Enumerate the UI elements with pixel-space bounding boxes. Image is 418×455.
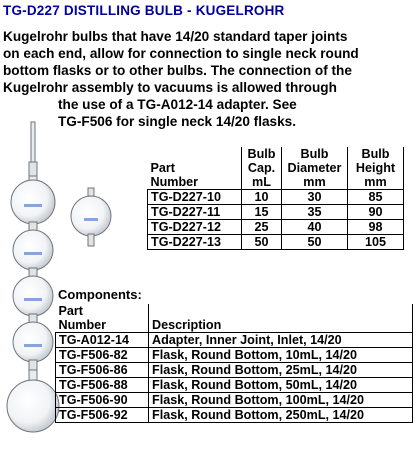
header-text: mL	[252, 175, 271, 189]
capacity-cell: 10	[242, 190, 282, 205]
header-text: Number	[58, 318, 107, 332]
table-row	[148, 235, 404, 250]
header-text: Bulb	[361, 147, 390, 161]
description-cell: Flask, Round Bottom, 100mL, 14/20	[149, 393, 413, 408]
header-text: mm	[364, 175, 387, 189]
table-header-row	[148, 147, 404, 190]
header-bulb-height	[348, 147, 404, 190]
part-number-cell: TG-D227-11	[148, 205, 242, 220]
part-number-cell: TG-D227-12	[148, 220, 242, 235]
header-text: Description	[152, 318, 222, 332]
part-number-cell: TG-D227-13	[148, 235, 242, 250]
header-text: Part	[150, 161, 175, 175]
header-text: Height	[355, 161, 396, 175]
header-text: Bulb	[247, 147, 276, 161]
part-number-cell: TG-F506-88	[56, 378, 149, 393]
table-row	[148, 190, 404, 205]
table-row	[148, 205, 404, 220]
components-table	[55, 304, 413, 423]
table-row	[56, 378, 413, 393]
page-title: TG-D227 DISTILLING BULB - KUGELROHR	[3, 3, 285, 18]
height-cell: 90	[348, 205, 404, 220]
description-cell: Flask, Round Bottom, 250mL, 14/20	[149, 408, 413, 423]
description-cell: Flask, Round Bottom, 50mL, 14/20	[149, 378, 413, 393]
header-text: mm	[303, 175, 326, 189]
table-header-row	[56, 304, 413, 333]
description-line-1: Kugelrohr bulbs that have 14/20 standard taper joints	[3, 29, 348, 44]
description-line-6: TG-F506 for single neck 14/20 flasks.	[58, 114, 296, 129]
diameter-cell: 40	[282, 220, 348, 235]
part-number-cell: TG-F506-90	[56, 393, 149, 408]
header-part-number	[148, 147, 242, 190]
header-description	[149, 304, 413, 333]
table-row	[56, 393, 413, 408]
part-number-cell: TG-F506-82	[56, 348, 149, 363]
capacity-cell: 15	[242, 205, 282, 220]
description-line-2: on each end, allow for connection to single neck round	[3, 46, 359, 61]
header-text: Part	[58, 304, 83, 318]
header-part-number	[56, 304, 149, 333]
diameter-cell: 50	[282, 235, 348, 250]
header-text: Bulb	[300, 147, 329, 161]
table-row	[56, 408, 413, 423]
description-line-3: bottom flasks or to other bulbs. The connection of the	[3, 63, 352, 78]
table-row	[56, 348, 413, 363]
height-cell: 105	[348, 235, 404, 250]
part-number-cell: TG-F506-92	[56, 408, 149, 423]
diameter-cell: 30	[282, 190, 348, 205]
part-number-cell: TG-D227-10	[148, 190, 242, 205]
header-text: Number	[150, 175, 199, 189]
table-row	[56, 363, 413, 378]
table-row	[148, 220, 404, 235]
part-number-cell: TG-A012-14	[56, 333, 149, 348]
components-heading: Components:	[58, 287, 142, 302]
bulb-specs-table	[147, 147, 404, 250]
table-row	[56, 333, 413, 348]
header-text: Cap.	[247, 161, 276, 175]
header-text: Diameter	[287, 161, 342, 175]
description-line-5: the use of a TG-A012-14 adapter. See	[58, 97, 297, 112]
description-cell: Adapter, Inner Joint, Inlet, 14/20	[149, 333, 413, 348]
capacity-cell: 50	[242, 235, 282, 250]
part-number-cell: TG-F506-86	[56, 363, 149, 378]
header-bulb-diameter	[282, 147, 348, 190]
diameter-cell: 35	[282, 205, 348, 220]
header-bulb-cap	[242, 147, 282, 190]
description-cell: Flask, Round Bottom, 25mL, 14/20	[149, 363, 413, 378]
height-cell: 85	[348, 190, 404, 205]
description-line-4: Kugelrohr assembly to vacuums is allowed through	[3, 80, 337, 95]
capacity-cell: 25	[242, 220, 282, 235]
height-cell: 98	[348, 220, 404, 235]
description-cell: Flask, Round Bottom, 10mL, 14/20	[149, 348, 413, 363]
